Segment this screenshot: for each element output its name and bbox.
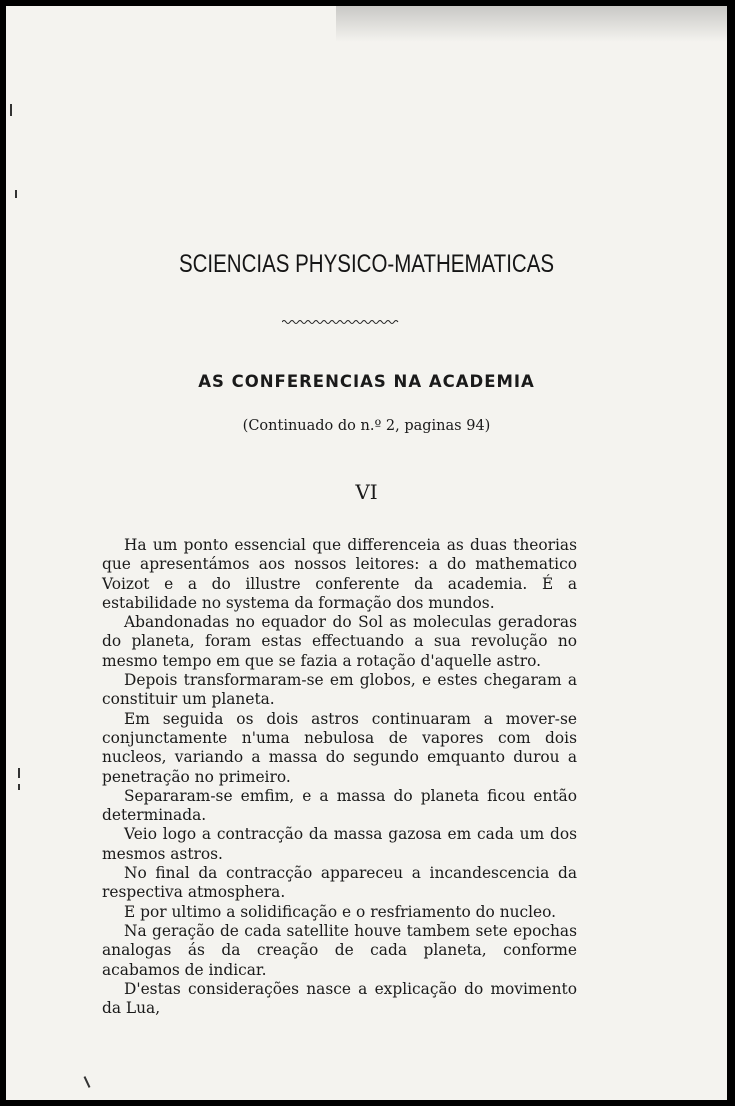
paragraph: Separaram-se emfim, e a massa do planeta ficou então determinada. — [102, 786, 577, 825]
scan-mark — [84, 1076, 91, 1088]
scan-mark — [10, 104, 12, 116]
article-body — [102, 536, 577, 1018]
scan-shadow — [336, 6, 727, 42]
decorative-divider — [282, 318, 400, 326]
paragraph: Abandonadas no equador do Sol as moleculas geradoras do planeta, foram estas effectuando a sua revolução no mesmo tempo em que se fazia a rotação d'aquelle astro. — [102, 613, 577, 670]
scan-mark — [18, 784, 20, 790]
continuation-note: (Continuado do n.º 2, paginas 94) — [242, 418, 491, 434]
paragraph: Na geração de cada satellite houve tambem sete epochas analogas ás da creação de cada planeta, conforme acabamos de indicar. — [102, 921, 577, 979]
paragraph: Em seguida os dois astros continuaram a mover-se conjunctamente n'uma nebulosa de vapores com dois nucleos, variando a massa do segundo emquanto durou a penetração no primeiro. — [102, 709, 577, 786]
scan-mark — [15, 190, 17, 198]
scan-mark — [18, 768, 20, 778]
article-title: AS CONFERENCIAS NA ACADEMIA — [198, 372, 535, 391]
paragraph: Depois transformaram-se em globos, e estes chegaram a constituir um planeta. — [102, 671, 577, 709]
paragraph: E por ultimo a solidificação e o resfriamento do nucleo. — [124, 902, 557, 921]
paragraph: Ha um ponto essencial que differenceia as duas theorias que apresentámos aos nossos leitores: a do mathematico Voizot e a do illustre conferente da academia. É a estabilidade no systema da formação dos mundos. — [102, 536, 577, 612]
paragraph: D'estas considerações nasce a explicação do movimento da Lua, — [102, 979, 577, 1018]
paragraph: Veio logo a contracção da massa gazosa em cada um dos mesmos astros. — [102, 825, 577, 863]
section-title: SCIENCIAS PHYSICO-MATHEMATICAS — [178, 250, 555, 278]
document-page — [6, 6, 727, 1100]
paragraph: No final da contracção appareceu a incandescencia da respectiva atmosphera. — [102, 864, 577, 902]
chapter-number: VI — [355, 480, 378, 504]
